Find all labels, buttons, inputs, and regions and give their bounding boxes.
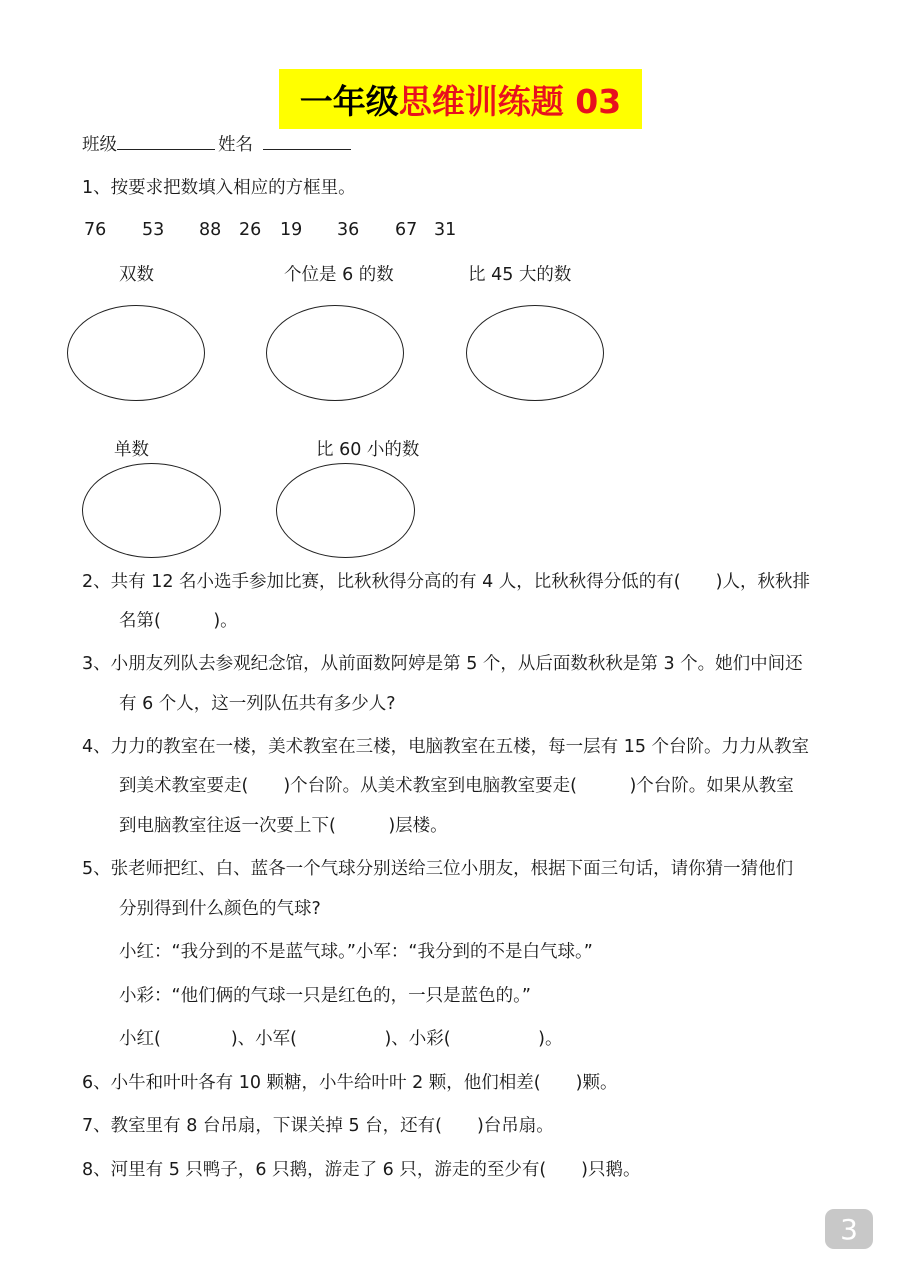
question-5-line-2: 分别得到什么颜色的气球? [119, 899, 321, 919]
name-field[interactable] [263, 133, 351, 150]
number-item: 19 [280, 220, 303, 240]
number-item: 67 [395, 220, 418, 240]
number-item: 26 [239, 220, 262, 240]
group-label-odd: 单数 [114, 440, 149, 460]
question-5-line-5: 小红( )、小军( )、小彩( )。 [119, 1029, 563, 1049]
title-subject: 思维训练题 03 [398, 81, 622, 121]
question-4-line-1: 4、力力的教室在一楼，美术教室在三楼，电脑教室在五楼，每一层有 15 个台阶。力力从教室 [82, 737, 810, 757]
group-label-gt-45: 比 45 大的数 [468, 265, 572, 285]
number-item: 53 [142, 220, 165, 240]
number-item: 31 [434, 220, 457, 240]
class-field[interactable] [117, 133, 215, 150]
question-5-line-3: 小红：“我分到的不是蓝气球。”小军：“我分到的不是白气球。” [119, 942, 593, 962]
question-1: 1、按要求把数填入相应的方框里。 [82, 178, 356, 198]
question-7: 7、教室里有 8 台吊扇，下课关掉 5 台，还有( )台吊扇。 [82, 1116, 554, 1136]
worksheet-title [279, 69, 642, 129]
number-item: 88 [199, 220, 222, 240]
question-2-line-1: 2、共有 12 名小选手参加比赛，比秋秋得分高的有 4 人，比秋秋得分低的有( )人，秋秋排 [82, 572, 810, 592]
group-label-even: 双数 [119, 265, 154, 285]
page-number-badge: 3 [825, 1209, 873, 1249]
question-2-line-2: 名第( )。 [119, 611, 238, 631]
answer-ellipse-lt-60[interactable] [276, 463, 415, 558]
question-4-line-2: 到美术教室要走( )个台阶。从美术教室到电脑教室要走( )个台阶。如果从教室 [119, 776, 794, 796]
question-5-line-1: 5、张老师把红、白、蓝各一个气球分别送给三位小朋友，根据下面三句话，请你猜一猜他们 [82, 859, 794, 879]
number-item: 76 [84, 220, 107, 240]
title-grade: 一年级 [299, 81, 399, 121]
answer-ellipse-even[interactable] [67, 305, 205, 401]
student-info-row [82, 133, 351, 157]
question-3-line-2: 有 6 个人，这一列队伍共有多少人? [119, 694, 396, 714]
number-item: 36 [337, 220, 360, 240]
question-5-line-4: 小彩：“他们俩的气球一只是红色的，一只是蓝色的。” [119, 986, 531, 1006]
answer-ellipse-ones-six[interactable] [266, 305, 404, 401]
question-8: 8、河里有 5 只鸭子，6 只鹅，游走了 6 只，游走的至少有( )只鹅。 [82, 1160, 641, 1180]
question-3-line-1: 3、小朋友列队去参观纪念馆，从前面数阿婷是第 5 个，从后面数秋秋是第 3 个。她们中间还 [82, 654, 803, 674]
group-label-lt-60: 比 60 小的数 [316, 440, 420, 460]
class-label: 班级 [82, 135, 117, 155]
answer-ellipse-gt-45[interactable] [466, 305, 604, 401]
question-6: 6、小牛和叶叶各有 10 颗糖，小牛给叶叶 2 颗，他们相差( )颗。 [82, 1073, 618, 1093]
question-4-line-3: 到电脑教室往返一次要上下( )层楼。 [119, 816, 448, 836]
name-label: 姓名 [218, 135, 253, 155]
answer-ellipse-odd[interactable] [82, 463, 221, 558]
group-label-ones-six: 个位是 6 的数 [284, 265, 394, 285]
